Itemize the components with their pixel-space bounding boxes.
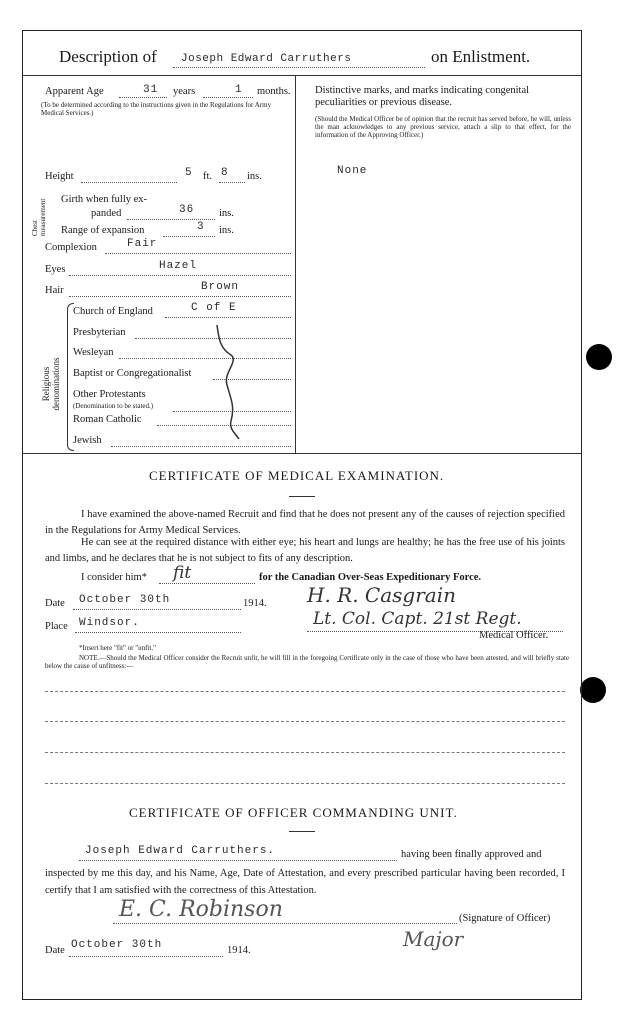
range-unit: ins. bbox=[219, 225, 234, 236]
ft-label: ft. bbox=[203, 171, 213, 182]
header-suffix: on Enlistment. bbox=[431, 47, 531, 66]
officer-signature-rank: Major bbox=[403, 927, 464, 951]
marks-note: (Should the Medical Officer be of opinion that the recruit has served before, he will, unless the man acknowledges to any previous service, attach a slip to that effect, for the information of the Approving Officer.) bbox=[315, 115, 571, 139]
column-divider bbox=[295, 75, 296, 453]
age-note: (To be determined according to the instructions given in the Regulations for Army Medical Services.) bbox=[41, 101, 272, 117]
complexion-value: Fair bbox=[127, 238, 158, 250]
recruit-name: Joseph Edward Carruthers bbox=[181, 53, 352, 65]
medical-para2: He can see at the required distance with either eye; his heart and lungs are healthy; he has the free use of his joints and limbs, and he declares that he is not subject to fits of any description. bbox=[45, 537, 565, 564]
complexion-dots bbox=[105, 253, 291, 254]
officer-text1: having been finally approved and bbox=[401, 849, 542, 860]
denom-presbyterian: Presbyterian bbox=[73, 327, 126, 338]
ditto-mark bbox=[209, 321, 249, 441]
medical-signature: H. R. Casgrain bbox=[307, 583, 456, 607]
girth-unit: ins. bbox=[219, 208, 234, 219]
consider-prefix: I consider him* bbox=[81, 572, 147, 583]
place-value: Windsor. bbox=[79, 617, 140, 629]
header-dotline bbox=[173, 67, 425, 68]
consider-value: fit bbox=[173, 563, 192, 583]
officer-title: CERTIFICATE OF OFFICER COMMANDING UNIT. bbox=[129, 805, 458, 820]
officer-text2: inspected by me this day, and his Name, Age, Date of Attestation, and every prescribed particular having been recorded, I certify that I am satisfied with the correctness of this Attestation. bbox=[45, 868, 565, 896]
denomination-value: C of E bbox=[191, 302, 237, 314]
eyes-dots bbox=[69, 275, 291, 276]
hair-label: Hair bbox=[45, 285, 64, 296]
eyes-label: Eyes bbox=[45, 264, 66, 275]
range-label: Range of expansion bbox=[61, 225, 145, 236]
height-dots bbox=[81, 182, 177, 183]
height-in-dots bbox=[219, 182, 245, 183]
medical-para1: I have examined the above-named Recruit and find that he does not present any of the causes of rejection specified in the Regulations for Army Medical Services. bbox=[45, 509, 565, 536]
hair-dots bbox=[69, 296, 291, 297]
complexion-label: Complexion bbox=[45, 242, 97, 253]
insert-note: *Insert here "fit" or "unfit." bbox=[79, 644, 156, 652]
punch-hole-bottom bbox=[580, 677, 606, 703]
officer-date-label: Date bbox=[45, 945, 65, 956]
medical-officer-label: Medical Officer. bbox=[479, 630, 549, 641]
unfit-line-3 bbox=[45, 752, 565, 753]
denom-wesleyan: Wesleyan bbox=[73, 347, 114, 358]
denom-baptist: Baptist or Congregationalist bbox=[73, 368, 192, 379]
denom-dots-2 bbox=[119, 358, 291, 359]
officer-sig-dots bbox=[113, 923, 457, 924]
age-months: 1 bbox=[235, 84, 243, 96]
girth-dots bbox=[127, 219, 215, 220]
medical-date-label: Date bbox=[45, 598, 65, 609]
unfit-note: NOTE.—Should the Medical Officer consider the Recruit unfit, he will fill in the foregoing Certificate only in the case of those who have been attested, and will briefly state below the cause of unfitness:— bbox=[45, 654, 569, 670]
denom-church-of-england: Church of England bbox=[73, 306, 153, 317]
header-rule bbox=[23, 75, 581, 76]
officer-title-underline bbox=[289, 831, 315, 832]
officer-date-dots bbox=[69, 956, 223, 957]
denom-note: (Denomination to be stated.) bbox=[73, 402, 154, 410]
header-prefix: Description of bbox=[59, 47, 157, 66]
officer-name-dots bbox=[79, 860, 397, 861]
girth-value: 36 bbox=[179, 204, 195, 216]
height-label: Height bbox=[45, 171, 74, 182]
consider-suffix: for the Canadian Over-Seas Expeditionary Force. bbox=[259, 572, 482, 583]
medical-date-year: 1914. bbox=[243, 598, 267, 609]
medical-title-underline bbox=[289, 496, 315, 497]
place-dots bbox=[75, 632, 241, 633]
range-dots bbox=[163, 236, 215, 237]
consider-dots bbox=[159, 583, 255, 584]
officer-name-value: Joseph Edward Carruthers. bbox=[85, 845, 276, 857]
age-label: Apparent Age bbox=[45, 86, 104, 97]
ins-label: ins. bbox=[247, 171, 262, 182]
denom-dots-6 bbox=[111, 446, 291, 447]
months-label: months. bbox=[257, 86, 291, 97]
officer-date-year: 1914. bbox=[227, 945, 251, 956]
marks-value: None bbox=[337, 165, 368, 177]
denom-jewish: Jewish bbox=[73, 435, 102, 446]
unfit-line-4 bbox=[45, 783, 565, 784]
medical-signature-rank: Lt. Col. Capt. 21st Regt. bbox=[313, 609, 522, 629]
chest-label: Chest measurement bbox=[31, 198, 47, 236]
unfit-line-2 bbox=[45, 721, 565, 722]
age-years-dots bbox=[119, 97, 167, 98]
height-ft: 5 bbox=[185, 167, 193, 179]
unfit-line-1 bbox=[45, 691, 565, 692]
denom-dots-0 bbox=[165, 317, 291, 318]
officer-signature: E. C. Robinson bbox=[119, 897, 283, 922]
range-value: 3 bbox=[197, 221, 205, 233]
section-rule-1 bbox=[23, 453, 581, 454]
place-label: Place bbox=[45, 621, 68, 632]
officer-sig-label: (Signature of Officer) bbox=[459, 913, 551, 924]
height-in: 8 bbox=[221, 167, 229, 179]
girth-label-2: panded bbox=[91, 208, 122, 219]
hair-value: Brown bbox=[201, 281, 240, 293]
enlistment-form bbox=[22, 30, 582, 1000]
officer-date-value: October 30th bbox=[71, 939, 163, 951]
punch-hole-top bbox=[586, 344, 612, 370]
denom-other-protestants: Other Protestants bbox=[73, 389, 146, 400]
eyes-value: Hazel bbox=[159, 260, 198, 272]
girth-label-1: Girth when fully ex- bbox=[61, 194, 148, 205]
denom-roman-catholic: Roman Catholic bbox=[73, 414, 142, 425]
religious-label: Religious denominations bbox=[41, 357, 61, 411]
medical-date-value: October 30th bbox=[79, 594, 171, 606]
form-header bbox=[59, 47, 157, 67]
age-months-dots bbox=[203, 97, 253, 98]
age-years: 31 bbox=[143, 84, 159, 96]
years-label: years bbox=[173, 86, 196, 97]
marks-heading: Distinctive marks, and marks indicating congenital peculiarities or previous disease. bbox=[315, 85, 530, 108]
medical-date-dots bbox=[73, 609, 241, 610]
medical-title: CERTIFICATE OF MEDICAL EXAMINATION. bbox=[149, 468, 445, 483]
